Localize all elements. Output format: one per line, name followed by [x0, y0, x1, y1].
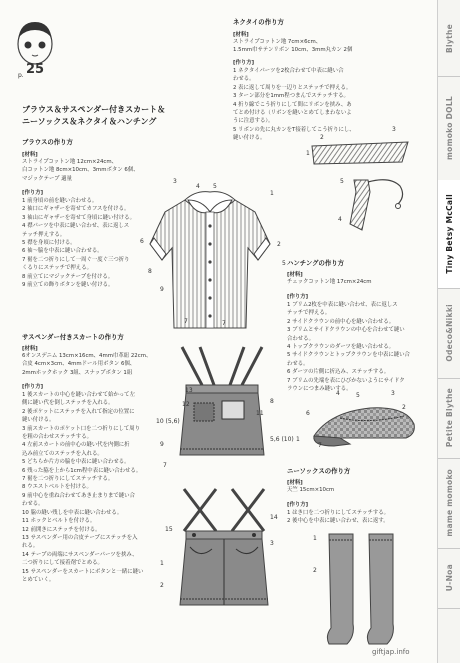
skirt-callout: 15 — [165, 526, 173, 533]
necktie-steps-label: [作り方] — [233, 60, 255, 66]
skirt-steps: 1 後スカートの中心を縫い合わせて始かって左 側に縫い代を倒しステッチを入れる。 2 後ポケットにステッチを入れて指定の位置に 縫い付ける。 3 前スカートのポケット口を二つ折りにして周り を粗の合わせステッチする。 4 左前スカートの前中心の縫い代を内側に折 込み前立てのステッチを入れる。 5 どちらか片方の脇を中表に縫い合わせる。 6 残った脇を上から1cm程中表に縫い合わせる。 7 裾を二つ折りにしてステッチする。 8 ウエストベルトを付ける。 9 前中心を重ね合わせてあき止まりまで縫い合 わせる。 10 脇の縫い残しを中表に縫い合わせる。 11 ホックとベルトを付ける。 12 前開きにステッチを付ける。 13 サスペンダー用の合皮テープにステッチを入 れる。 14 テープの両端にサスペンダーパーツを挟み、 二つ折りにして接着剤でとめる。 15 サスペンダーをスカートにボタンと一緒に縫い とめていく。 — [22, 392, 144, 583]
kneesocks-callout: 1 — [313, 535, 317, 542]
kneesocks-materials: 天竺 15cm×10cm — [287, 487, 335, 493]
blouse-callout: 5 — [213, 183, 217, 190]
blouse-callout: 5 — [282, 260, 286, 267]
hunting-callout: 6 — [306, 410, 310, 417]
hunting-heading: ハンチングの作り方 — [287, 259, 345, 267]
main-title-line1: ブラウス＆サスペンダー付きスカート＆ — [22, 105, 166, 114]
watermark: giftjap.info — [372, 648, 410, 656]
tab-odeco-nikki[interactable]: Odeco&Nikki — [438, 288, 460, 379]
blouse-callout: 8 — [148, 268, 152, 275]
kneesocks-heading: ニーソックスの作り方 — [287, 467, 351, 475]
blouse-heading: ブラウスの作り方 — [22, 138, 73, 146]
hunting-materials-label: [材料] — [287, 272, 303, 278]
blouse-materials-label: [材料] — [22, 152, 38, 158]
skirt-callout: 12 — [182, 401, 190, 408]
blouse-steps: 1 前身頃の前を縫い合わせる。 2 袖口にギャザーを寄せてカフスを付ける。 3 袖山にギャザーを寄せて身頃に縫い付ける。 4 襟パーツを中表に縫い合わせ、表に返しス テッチ押えする。 5 襟を身頃に付ける。 6 袖〜脇を中表に縫い合わせる。 7 裾を二つ折りにして一周ぐ一度ぐ三つ折り くるりにステッチで押える。 8 前立てにマジックテープを付ける。 9 前立ての飾りボタンを縫い付ける。 — [22, 198, 135, 289]
blouse-callout: 7 — [184, 318, 188, 325]
kneesocks-illustration — [325, 532, 405, 652]
necktie-materials: ストライプコットン地 7cm×6cm、 1.5mm巾サテンリボン 10cm、3mm丸カン 2個 — [233, 39, 353, 54]
tab-tiny-betsy-mccall[interactable]: Tiny Betsy McCall — [438, 180, 460, 289]
blouse-callout: 2 — [277, 241, 281, 248]
hunting-steps-label: [作り方] — [287, 294, 309, 300]
blouse-callout: 3 — [173, 178, 177, 185]
tab-mame-momoko[interactable]: mame momoko — [438, 458, 460, 549]
tab-momoko-doll[interactable]: momoko DOLL — [438, 76, 460, 181]
skirt-callout: 10 (5,6) — [156, 418, 180, 425]
skirt-callout: 5,6 (10) — [270, 436, 294, 443]
hunting-callout: 1 — [296, 436, 300, 443]
necktie-callout: 3 — [392, 126, 396, 133]
blouse-materials: ストライプコットン地 12cm×24cm、 白コットン地 8cm×10cm、3mmボタン 6個、 マジックテープ 適量 — [22, 159, 139, 182]
hunting-steps: 1 ブリム2枚を中表に縫い合わせ、表に返しス テッチで押える。 2 サイドクラウンの前中心を縫い合わせる。 3 ブリムとサイドクラウンの中心を合わせて縫い 合わせる。 4 トップクラウンのダーツを縫い合わせる。 5 サイドクラウンとトップクラウンを中表に縫い合 わせる。 6 ダーツの片側に折込み、ステッチする。 7 ブリムの先端を表にひびかないようにサイドク ラウンにつまみ縫いする。 — [287, 302, 410, 393]
blouse-callout: 4 — [196, 183, 200, 190]
main-title-line2: ニーソックス＆ネクタイ＆ハンチング — [22, 117, 157, 126]
necktie-steps: 1 ネクタイパーツを2枚合わせて中表に縫い合 わせる。 2 表に返して周りを一辺りとステッチで押える。 3 ターン部分を1mm程つまんでステッチする。 4 折り線でこう折りにして間にリボンを挟み、あ てとめ付ける（リボンを縫いとめてしまわないよ うに注意する）。 5 リボンの先に丸カンをT接着してこう折りにし、 縫い付ける。 — [233, 68, 355, 142]
blouse-steps-label: [作り方] — [22, 190, 44, 196]
blouse-illustration — [140, 178, 280, 338]
skirt-callout: 11 — [256, 410, 264, 417]
kneesocks-steps: 1 はき口を二つ折りにしてステッチする。 2 後中心を中表に縫い合わせ、表に返す。 — [287, 510, 390, 525]
necktie-callout: 5 — [340, 178, 344, 185]
doll-face-icon — [14, 18, 56, 68]
skirt-steps-label: [作り方] — [22, 384, 44, 390]
necktie-materials-label: [材料] — [233, 32, 249, 38]
skirt-callout: 13 — [185, 387, 193, 394]
blouse-callout: 1 — [270, 190, 274, 197]
skirt-heading: サスペンダー付きスカートの作り方 — [22, 333, 124, 341]
hunting-callout: 7 — [318, 442, 322, 449]
skirt-callout: 7 — [163, 462, 167, 469]
tab-blythe[interactable]: Blythe — [438, 0, 460, 77]
tab-petite-blythe[interactable]: Petite Blythe — [438, 378, 460, 459]
skirt-front-illustration — [174, 487, 274, 612]
page-number: 25 — [26, 62, 45, 77]
kneesocks-callout: 2 — [313, 567, 317, 574]
hunting-materials: チェックコットン地 17cm×24cm — [287, 279, 372, 285]
skirt-callout: 9 — [160, 441, 164, 448]
skirt-callout: 14 — [270, 514, 278, 521]
skirt-materials-label: [材料] — [22, 346, 38, 352]
blouse-callout: 9 — [160, 286, 164, 293]
necktie-callout: 2 — [320, 134, 324, 141]
skirt-callout: 8 — [270, 398, 274, 405]
necktie-callout: 4 — [338, 216, 342, 223]
page-number-prefix: p. — [18, 72, 24, 79]
blouse-callout: 7 — [222, 320, 226, 327]
skirt-callout: 1 — [160, 560, 164, 567]
hunting-callout: 2 — [402, 404, 406, 411]
kneesocks-steps-label: [作り方] — [287, 502, 309, 508]
hunting-callout: 3 — [391, 390, 395, 397]
necktie-callout: 1 — [306, 150, 310, 157]
skirt-callout: 3 — [270, 540, 274, 547]
necktie-illustration — [310, 140, 420, 240]
doll-category-sidebar — [437, 0, 460, 663]
blouse-callout: 6 — [140, 238, 144, 245]
necktie-heading: ネクタイの作り方 — [233, 18, 284, 26]
tab-u-noa[interactable]: U-Noa — [438, 548, 460, 609]
skirt-callout: 2 — [160, 582, 164, 589]
kneesocks-materials-label: [材料] — [287, 480, 303, 486]
hunting-callout: 5 — [356, 392, 360, 399]
skirt-materials: 6オンスデニム 13cm×16cm、4mm巾革紐 22cm、 合皮 4cm×3cm、4mmドール用ボタン 6個、 2mmホックホック 3組、スナップボタン 1組 — [22, 353, 152, 376]
hunting-callout: 4 — [336, 390, 340, 397]
